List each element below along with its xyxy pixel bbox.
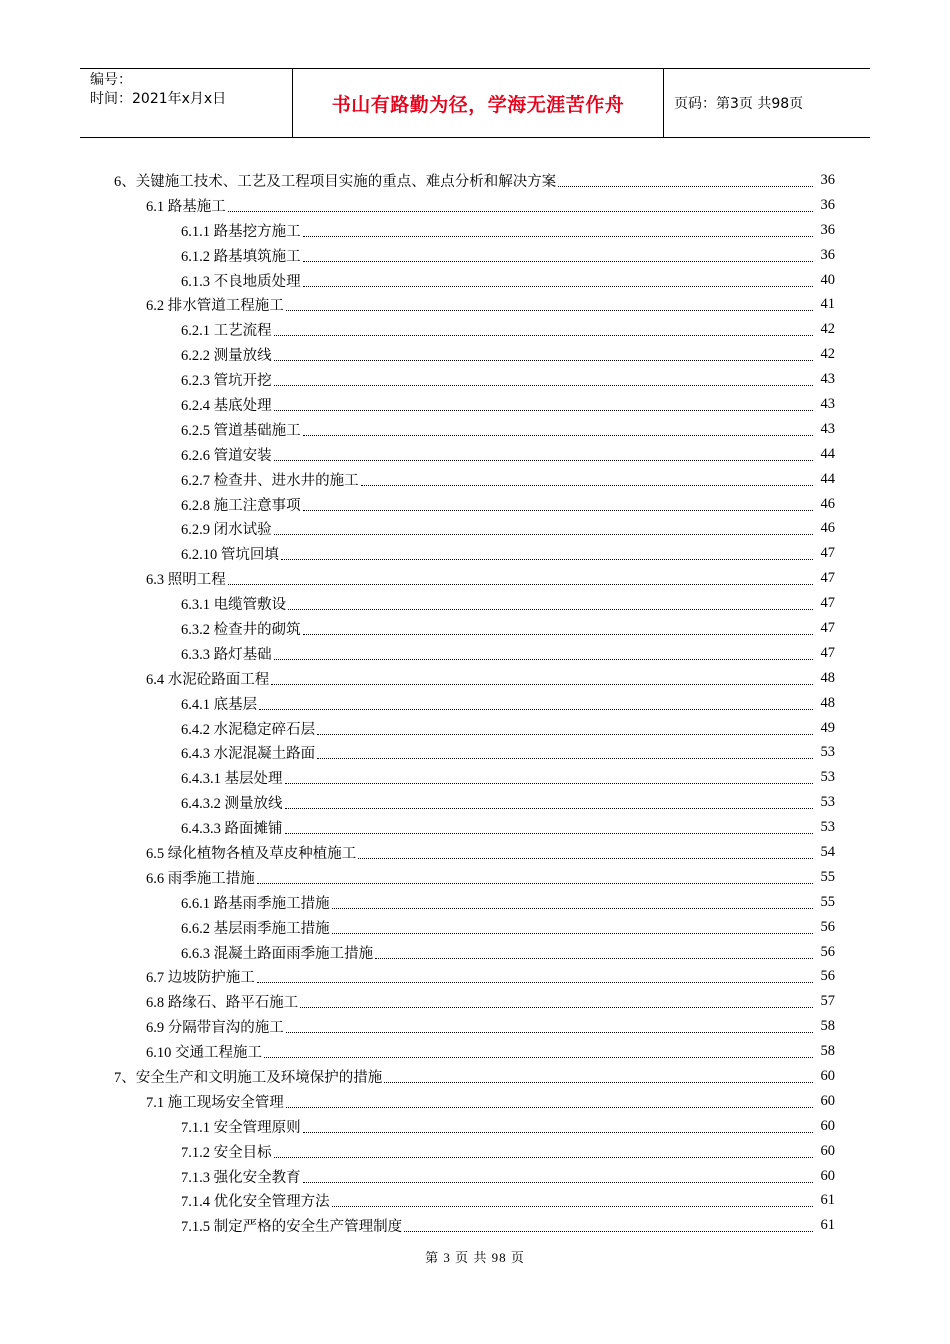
toc-dot-leader	[274, 534, 813, 535]
toc-entry-title: 7.1.3 强化安全教育	[181, 1169, 301, 1186]
toc-entry-page: 58	[820, 1018, 835, 1035]
toc-entry[interactable]	[0, 1014, 950, 1039]
toc-entry-page: 55	[820, 893, 835, 910]
toc-entry-page: 60	[820, 1142, 835, 1159]
toc-entry-page: 41	[820, 296, 835, 313]
document-time-label: 时间：2021年x月x日	[90, 91, 227, 107]
toc-entry[interactable]	[0, 492, 950, 517]
toc-entry-page: 47	[820, 545, 835, 562]
toc-dot-leader	[274, 410, 813, 411]
toc-dot-leader	[286, 1032, 813, 1033]
page-header	[80, 68, 870, 138]
toc-entry[interactable]	[0, 666, 950, 691]
toc-entry-page: 61	[820, 1192, 835, 1209]
toc-entry-title: 7.1 施工现场安全管理	[146, 1094, 284, 1111]
toc-dot-leader	[303, 286, 813, 287]
toc-entry-page: 53	[820, 744, 835, 761]
toc-dot-leader	[300, 1007, 813, 1008]
toc-entry[interactable]	[0, 1089, 950, 1114]
toc-entry-page: 46	[820, 520, 835, 537]
toc-entry[interactable]	[0, 317, 950, 342]
toc-entry-page: 36	[820, 196, 835, 213]
toc-entry-title: 6.2.1 工艺流程	[181, 323, 272, 340]
toc-entry[interactable]	[0, 790, 950, 815]
toc-entry-page: 40	[820, 271, 835, 288]
toc-dot-leader	[274, 460, 813, 461]
toc-entry-title: 6.2.5 管道基础施工	[181, 422, 301, 439]
toc-entry-title: 6.1.3 不良地质处理	[181, 273, 301, 290]
toc-entry-title: 6.2.3 管坑开挖	[181, 373, 272, 390]
toc-dot-leader	[303, 510, 813, 511]
toc-dot-leader	[274, 335, 813, 336]
toc-dot-leader	[271, 684, 813, 685]
toc-entry-page: 54	[820, 843, 835, 860]
toc-dot-leader	[358, 858, 813, 859]
toc-entry-title: 6.1 路基施工	[146, 198, 226, 215]
toc-entry-page: 36	[820, 221, 835, 238]
toc-dot-leader	[264, 1057, 813, 1058]
toc-entry-page: 36	[820, 171, 835, 188]
toc-entry-title: 6.2.2 测量放线	[181, 348, 272, 365]
toc-entry[interactable]	[0, 989, 950, 1014]
toc-entry-page: 53	[820, 769, 835, 786]
toc-entry-page: 44	[820, 445, 835, 462]
toc-dot-leader	[286, 1107, 813, 1108]
toc-entry-title: 6、关键施工技术、工艺及工程项目实施的重点、难点分析和解决方案	[114, 173, 557, 190]
toc-entry-page: 44	[820, 470, 835, 487]
toc-entry-title: 7.1.5 制定严格的安全生产管理制度	[181, 1219, 403, 1236]
toc-entry-title: 6.6.1 路基雨季施工措施	[181, 895, 330, 912]
toc-entry-page: 46	[820, 495, 835, 512]
toc-entry-title: 6.10 交通工程施工	[146, 1045, 262, 1062]
toc-entry[interactable]	[0, 342, 950, 367]
header-motto-cell	[293, 69, 664, 137]
toc-entry[interactable]	[0, 1164, 950, 1189]
toc-entry-page: 43	[820, 395, 835, 412]
toc-entry-page: 36	[820, 246, 835, 263]
toc-entry-page: 53	[820, 819, 835, 836]
toc-entry[interactable]	[0, 716, 950, 741]
toc-entry-page: 47	[820, 595, 835, 612]
toc-entry-title: 6.2.6 管道安装	[181, 447, 272, 464]
toc-dot-leader	[317, 758, 813, 759]
toc-entry-title: 6.2.8 施工注意事项	[181, 497, 301, 514]
toc-entry-title: 6.2.7 检查井、进水井的施工	[181, 472, 359, 489]
toc-entry[interactable]	[0, 1213, 950, 1238]
toc-entry-title: 6.1.2 路基填筑施工	[181, 248, 301, 265]
toc-entry-page: 47	[820, 570, 835, 587]
toc-entry[interactable]	[0, 865, 950, 890]
toc-entry-page: 43	[820, 371, 835, 388]
toc-entry-title: 6.4.3.1 基层处理	[181, 771, 283, 788]
toc-entry-page: 42	[820, 321, 835, 338]
toc-dot-leader	[361, 485, 813, 486]
toc-entry[interactable]	[0, 442, 950, 467]
toc-entry-title: 6.3 照明工程	[146, 572, 226, 589]
toc-dot-leader	[404, 1231, 813, 1232]
toc-dot-leader	[228, 211, 813, 212]
toc-dot-leader	[303, 1182, 813, 1183]
toc-entry-title: 6.4.3.3 路面摊铺	[181, 821, 283, 838]
toc-entry-title: 6.6.2 基层雨季施工措施	[181, 920, 330, 937]
toc-entry-page: 58	[820, 1043, 835, 1060]
toc-dot-leader	[384, 1082, 813, 1083]
toc-entry-page: 57	[820, 993, 835, 1010]
toc-dot-leader	[257, 883, 813, 884]
toc-entry[interactable]	[0, 392, 950, 417]
toc-entry[interactable]	[0, 1039, 950, 1064]
toc-entry-title: 6.7 边坡防护施工	[146, 970, 255, 987]
toc-entry-page: 60	[820, 1068, 835, 1084]
toc-entry-title: 6.9 分隔带盲沟的施工	[146, 1020, 284, 1037]
toc-entry[interactable]	[0, 740, 950, 765]
toc-entry-page: 60	[820, 1117, 835, 1134]
toc-entry[interactable]	[0, 367, 950, 392]
toc-entry-title: 6.6.3 混凝土路面雨季施工措施	[181, 945, 374, 962]
document-number-label: 编号：	[90, 72, 132, 88]
toc-entry-title: 7.1.1 安全管理原则	[181, 1119, 301, 1136]
toc-dot-leader	[228, 584, 813, 585]
toc-dot-leader	[259, 709, 813, 710]
toc-entry[interactable]	[0, 616, 950, 641]
toc-dot-leader	[274, 659, 813, 660]
toc-entry-title: 6.2.10 管坑回填	[181, 547, 279, 564]
toc-dot-leader	[303, 1132, 813, 1133]
toc-dot-leader	[303, 634, 813, 635]
toc-entry-title: 6.4.2 水泥稳定碎石层	[181, 721, 316, 738]
toc-entry[interactable]	[0, 541, 950, 566]
header-meta	[80, 69, 293, 137]
toc-dot-leader	[281, 559, 813, 560]
toc-entry[interactable]	[0, 243, 950, 268]
toc-dot-leader	[317, 734, 813, 735]
toc-entry-page: 48	[820, 694, 835, 711]
toc-entry[interactable]	[0, 915, 950, 940]
toc-entry[interactable]	[0, 691, 950, 716]
toc-entry-page: 47	[820, 644, 835, 661]
toc-dot-leader	[558, 186, 813, 187]
toc-dot-leader	[332, 908, 813, 909]
toc-dot-leader	[286, 310, 813, 311]
toc-dot-leader	[375, 958, 813, 959]
toc-entry-page: 60	[820, 1092, 835, 1109]
toc-entry-page: 55	[820, 868, 835, 885]
toc-entry-title: 6.3.3 路灯基础	[181, 646, 272, 663]
toc-entry[interactable]	[0, 890, 950, 915]
toc-entry[interactable]	[0, 591, 950, 616]
toc-entry-title: 6.4.3 水泥混凝土路面	[181, 746, 316, 763]
toc-entry-page: 42	[820, 346, 835, 363]
toc-entry-page: 47	[820, 619, 835, 636]
toc-entry[interactable]	[0, 467, 950, 492]
header-page-info: 页码：第3页 共98页	[674, 96, 804, 112]
toc-entry-page: 48	[820, 669, 835, 686]
toc-dot-leader	[288, 609, 813, 610]
toc-entry-page: 56	[820, 968, 835, 985]
toc-entry-page: 56	[820, 918, 835, 935]
toc-entry[interactable]	[0, 641, 950, 666]
toc-dot-leader	[332, 1206, 813, 1207]
toc-entry[interactable]	[0, 1139, 950, 1164]
toc-entry-title: 6.2 排水管道工程施工	[146, 298, 284, 315]
toc-dot-leader	[303, 236, 813, 237]
toc-entry[interactable]	[0, 1189, 950, 1214]
toc-dot-leader	[285, 808, 814, 809]
toc-entry-title: 7.1.4 优化安全管理方法	[181, 1194, 330, 1211]
toc-entry-title: 7.1.2 安全目标	[181, 1144, 272, 1161]
toc-entry[interactable]	[0, 940, 950, 965]
toc-entry-page: 49	[820, 719, 835, 736]
toc-entry-title: 6.4.3.2 测量放线	[181, 796, 283, 813]
toc-dot-leader	[303, 261, 813, 262]
toc-entry-page: 53	[820, 794, 835, 811]
toc-entry-title: 6.4.1 底基层	[181, 696, 258, 713]
toc-dot-leader	[257, 982, 813, 983]
toc-entry-title: 6.1.1 路基挖方施工	[181, 223, 301, 240]
toc-entry[interactable]	[0, 815, 950, 840]
toc-entry-title: 7、安全生产和文明施工及环境保护的措施	[114, 1070, 383, 1086]
page-footer: 第 3 页 共 98 页	[425, 1250, 525, 1265]
toc-entry[interactable]	[0, 965, 950, 990]
toc-entry[interactable]	[0, 292, 950, 317]
toc-entry[interactable]	[0, 268, 950, 293]
toc-entry[interactable]	[0, 516, 950, 541]
toc-dot-leader	[285, 783, 814, 784]
toc-entry[interactable]	[0, 765, 950, 790]
toc-entry[interactable]	[0, 1114, 950, 1139]
toc-entry[interactable]	[0, 1064, 950, 1089]
toc-entry[interactable]	[0, 566, 950, 591]
toc-entry-title: 6.2.9 闭水试验	[181, 522, 272, 539]
toc-entry-page: 43	[820, 420, 835, 437]
toc-entry[interactable]	[0, 193, 950, 218]
table-of-contents	[0, 168, 950, 1238]
toc-entry[interactable]	[0, 168, 950, 193]
header-motto: 书山有路勤为径，学海无涯苦作舟	[331, 93, 625, 116]
toc-entry[interactable]	[0, 218, 950, 243]
toc-entry[interactable]	[0, 417, 950, 442]
toc-entry-title: 6.6 雨季施工措施	[146, 870, 255, 887]
toc-entry-page: 60	[820, 1167, 835, 1184]
toc-entry-title: 6.3.1 电缆管敷设	[181, 597, 287, 614]
toc-entry-title: 6.8 路缘石、路平石施工	[146, 995, 299, 1012]
toc-dot-leader	[274, 1157, 813, 1158]
toc-entry[interactable]	[0, 840, 950, 865]
toc-entry-title: 6.5 绿化植物各植及草皮种植施工	[146, 845, 357, 862]
toc-dot-leader	[285, 833, 814, 834]
toc-entry-page: 61	[820, 1217, 835, 1234]
toc-dot-leader	[303, 435, 813, 436]
toc-entry-title: 6.3.2 检查井的砌筑	[181, 621, 301, 638]
toc-entry-page: 56	[820, 943, 835, 960]
toc-entry-title: 6.2.4 基底处理	[181, 397, 272, 414]
toc-dot-leader	[332, 933, 813, 934]
toc-entry-title: 6.4 水泥砼路面工程	[146, 671, 270, 688]
toc-dot-leader	[274, 360, 813, 361]
toc-dot-leader	[274, 385, 813, 386]
